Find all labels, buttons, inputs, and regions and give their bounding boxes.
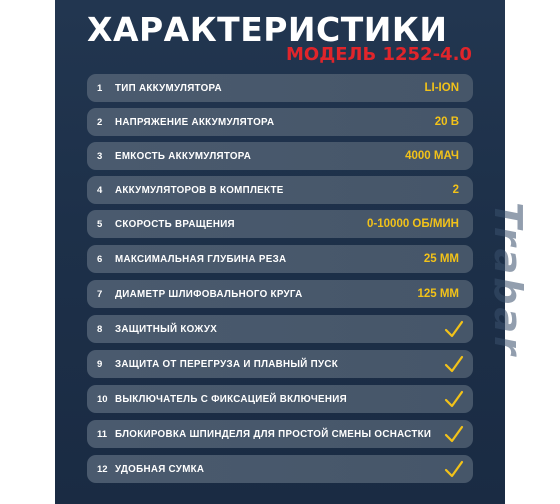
spec-label: СКОРОСТЬ ВРАЩЕНИЯ: [115, 218, 235, 230]
spec-value: 25 ММ: [423, 253, 459, 265]
spec-label: ДИАМЕТР ШЛИФОВАЛЬНОГО КРУГА: [115, 288, 303, 300]
spec-row-5: [87, 210, 473, 238]
spec-number: 9: [97, 358, 103, 370]
spec-label: ТИП АККУМУЛЯТОРА: [115, 82, 222, 94]
spec-row-4: [87, 176, 473, 204]
check-icon: [443, 423, 465, 445]
spec-number: 3: [97, 150, 103, 162]
spec-number: 5: [97, 218, 103, 230]
check-icon: [443, 353, 465, 375]
spec-row-7: [87, 280, 473, 308]
spec-row-11: [87, 420, 473, 448]
spec-label: ЗАЩИТНЫЙ КОЖУХ: [115, 323, 218, 335]
spec-number: 12: [97, 463, 108, 475]
spec-number: 1: [97, 82, 103, 94]
spec-label: ВЫКЛЮЧАТЕЛЬ С ФИКСАЦИЕЙ ВКЛЮЧЕНИЯ: [115, 393, 347, 405]
spec-label: МАКСИМАЛЬНАЯ ГЛУБИНА РЕЗА: [115, 253, 287, 265]
brand-watermark-text: Trabar: [486, 202, 530, 358]
spec-row-12: [87, 455, 473, 483]
spec-row-3: [87, 142, 473, 170]
spec-number: 11: [97, 428, 108, 440]
spec-row-10: [87, 385, 473, 413]
spec-label: БЛОКИРОВКА ШПИНДЕЛЯ ДЛЯ ПРОСТОЙ СМЕНЫ ОСНАСТКИ: [115, 428, 432, 440]
spec-number: 8: [97, 323, 103, 335]
spec-row-6: [87, 245, 473, 273]
spec-label: УДОБНАЯ СУМКА: [115, 463, 205, 475]
spec-number: 7: [97, 288, 103, 300]
model-subtitle: МОДЕЛЬ 1252-4.0: [286, 44, 472, 65]
spec-number: 6: [97, 253, 103, 265]
spec-number: 4: [97, 184, 103, 196]
check-icon: [443, 318, 465, 340]
spec-row-8: [87, 315, 473, 343]
spec-value: 20 В: [434, 116, 459, 128]
spec-row-9: [87, 350, 473, 378]
spec-row-1: [87, 74, 473, 102]
spec-value: 125 ММ: [417, 288, 459, 300]
check-icon: [443, 388, 465, 410]
spec-value: LI-ION: [424, 82, 459, 94]
spec-row-2: [87, 108, 473, 136]
spec-value: 4000 МАЧ: [405, 150, 459, 162]
page-title: ХАРАКТЕРИСТИКИ: [87, 10, 448, 49]
spec-number: 10: [97, 393, 108, 405]
spec-value: 2: [452, 184, 459, 196]
spec-value: 0-10000 ОБ/МИН: [367, 218, 459, 230]
spec-label: ЕМКОСТЬ АККУМУЛЯТОРА: [115, 150, 252, 162]
spec-label: НАПРЯЖЕНИЕ АККУМУЛЯТОРА: [115, 116, 275, 128]
check-icon: [443, 458, 465, 480]
spec-label: ЗАЩИТА ОТ ПЕРЕГРУЗА И ПЛАВНЫЙ ПУСК: [115, 358, 339, 370]
spec-label: АККУМУЛЯТОРОВ В КОМПЛЕКТЕ: [115, 184, 284, 196]
spec-number: 2: [97, 116, 103, 128]
